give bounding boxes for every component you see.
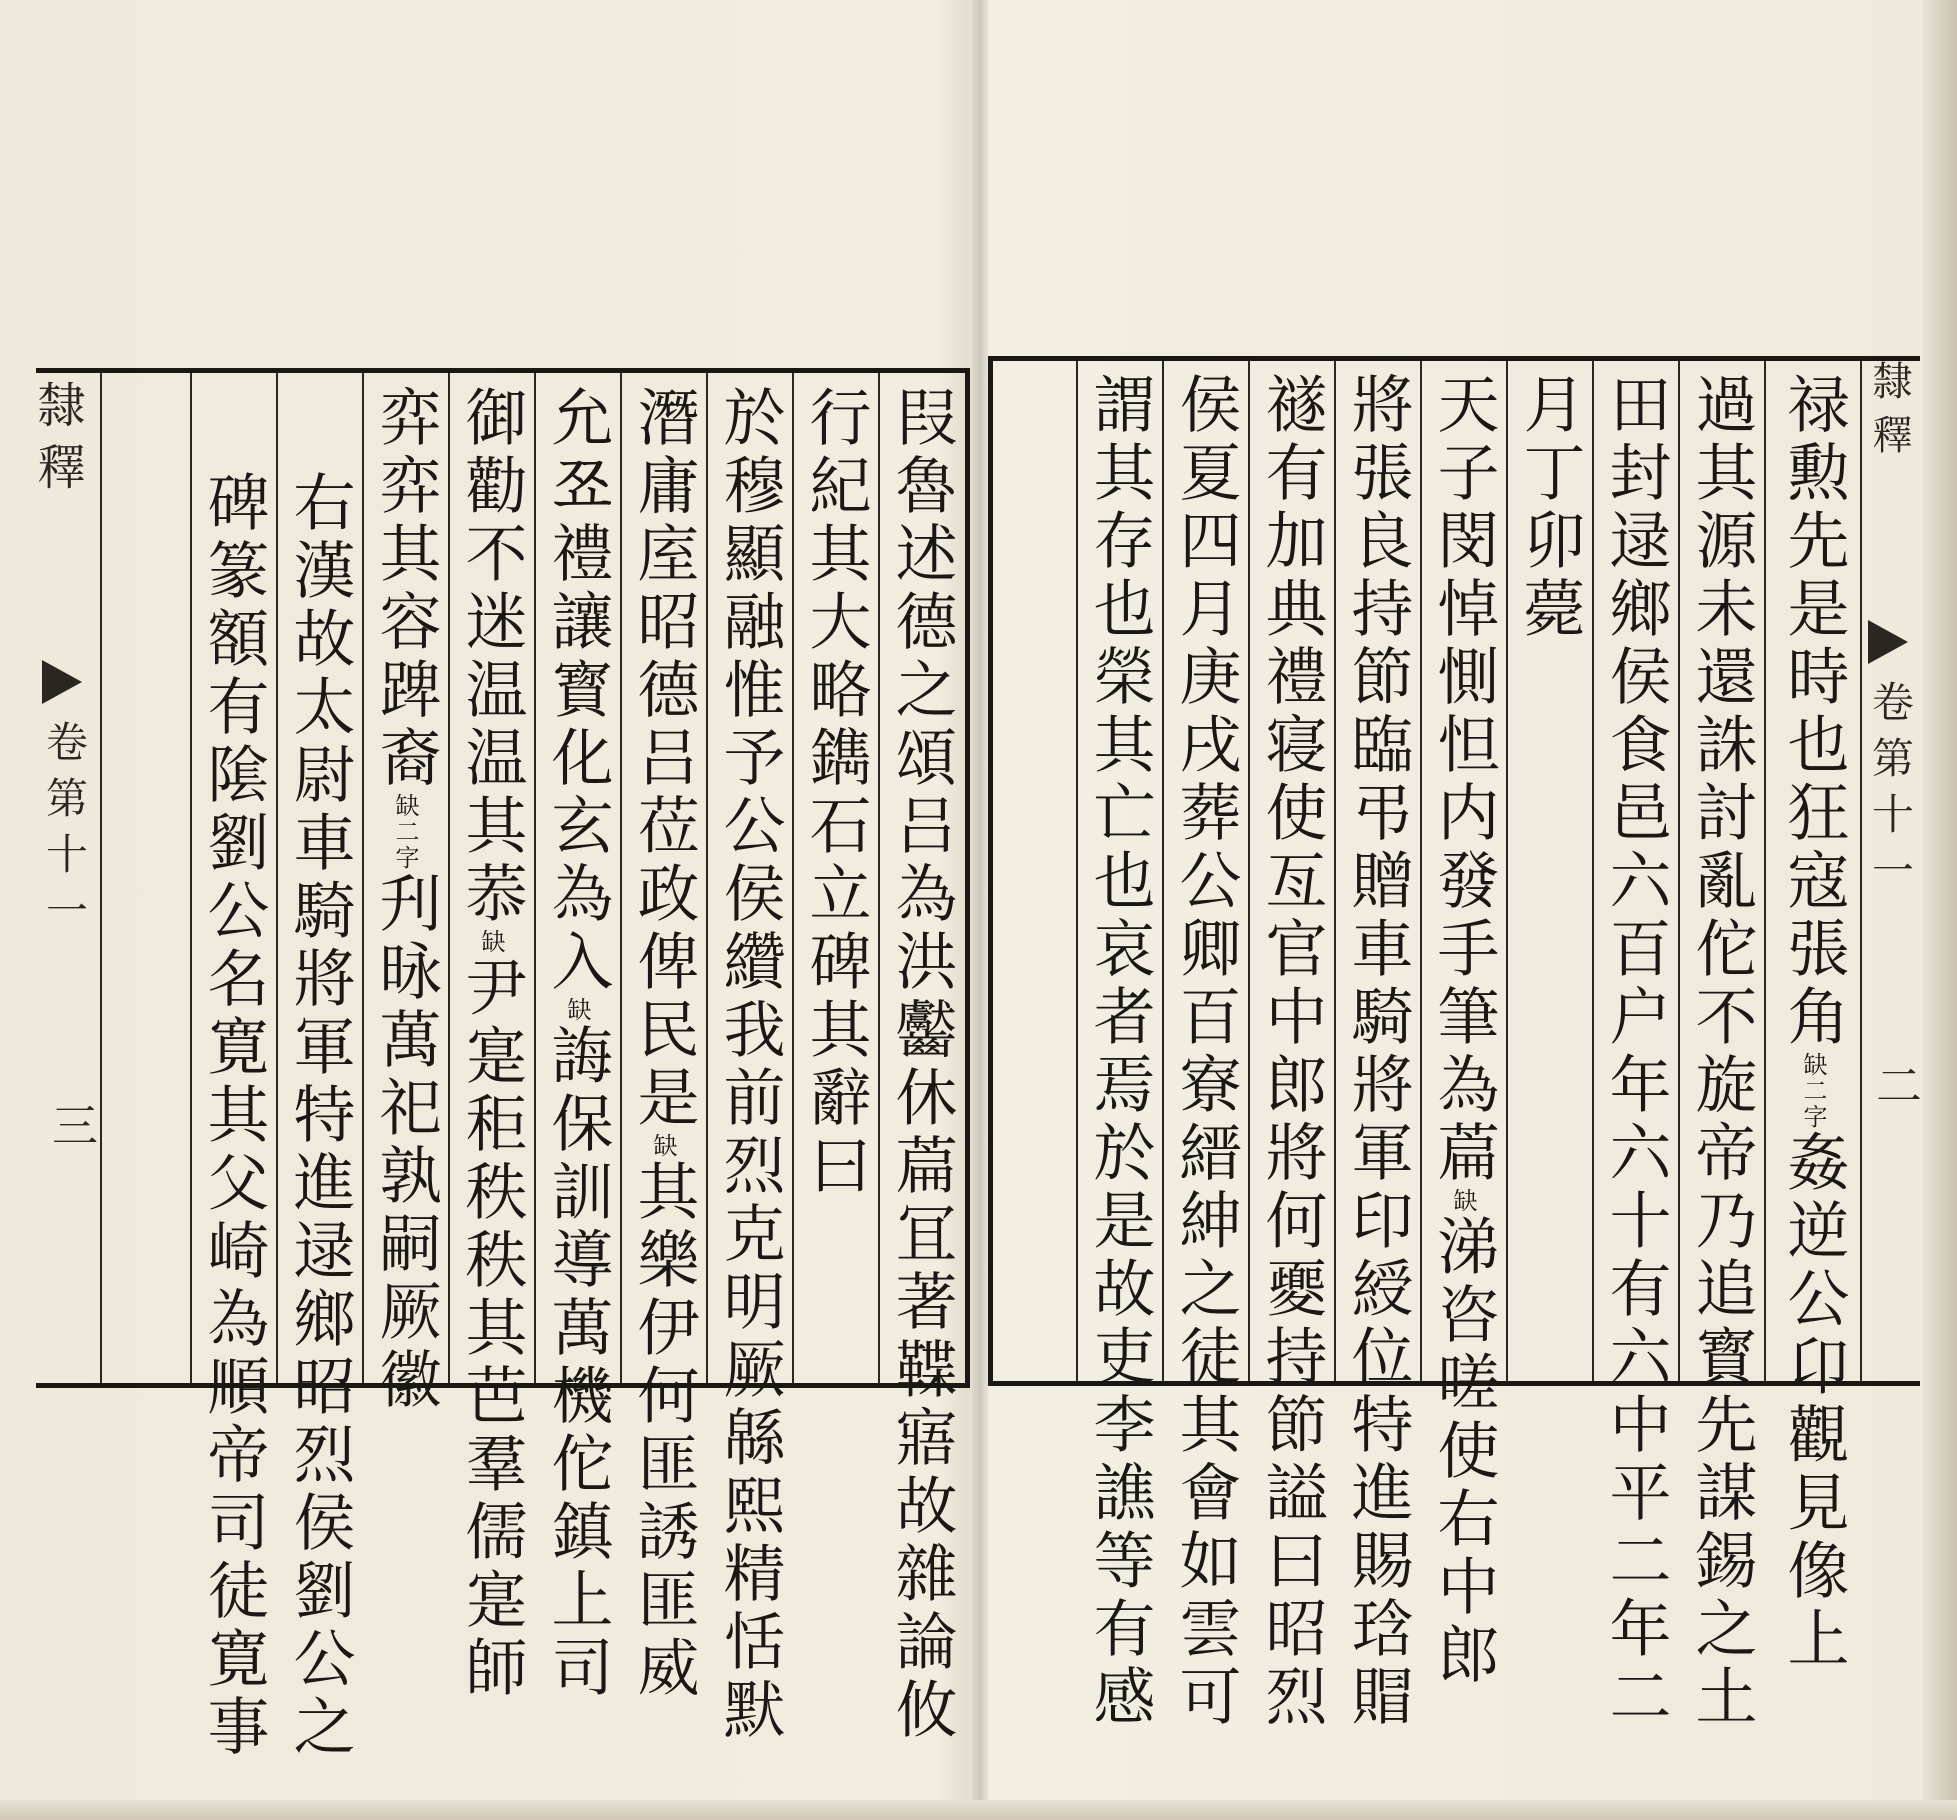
- lacuna-note: 缺: [1449, 1188, 1477, 1214]
- column-text: 禄勲先是時也狂寇張角: [1777, 372, 1850, 1052]
- column-text: 刋昹萬祀孰嗣厥徽: [369, 871, 442, 1415]
- text-column: [1164, 372, 1246, 1732]
- right-margin-title: 隸釋: [1866, 360, 1912, 468]
- column-text: 姦逆公卬觀見像上: [1777, 1130, 1850, 1674]
- text-column: [1078, 372, 1160, 1732]
- text-column: [794, 385, 876, 1380]
- text-column: [1772, 372, 1854, 1674]
- column-text: 於穆顯融惟予公侯纘我前烈克明厥緜熙精恬默: [713, 385, 786, 1745]
- column-rule: [1764, 361, 1766, 1381]
- binding-gutter: [972, 0, 988, 1820]
- column-text: 碑篆額有隂劉公名寛其父崎為順帝司徒寛事: [197, 470, 270, 1762]
- text-column: [1594, 372, 1676, 1732]
- column-text: 田封逯鄉侯食邑六百户年六十有六中平二年二: [1599, 372, 1672, 1732]
- page-edge-bottom: [0, 1800, 1957, 1820]
- column-text: 謂其存也榮其亡也哀者焉於是故吏李譙等有感: [1083, 372, 1156, 1732]
- left-margin-rule: [100, 373, 102, 1383]
- page-edge-right: [1923, 0, 1957, 1820]
- text-column: [1680, 372, 1762, 1732]
- column-text: 涕咨嗟使右中郎: [1427, 1214, 1500, 1690]
- left-margin-title: 隸釋: [29, 380, 85, 504]
- column-text: 其樂伊何匪誘匪威: [627, 1159, 700, 1703]
- text-column: [1508, 372, 1590, 1377]
- right-page-number: 二: [1876, 1059, 1922, 1113]
- column-text: 行紀其大略鐫石立碑其辭曰: [799, 385, 872, 1201]
- text-column: [192, 470, 274, 1762]
- column-text: 叚魯述德之頌吕為洪齾休萹冝著鞢寤故雜論攸: [885, 385, 958, 1745]
- text-column: [364, 385, 446, 1415]
- column-text: 尹寔秬秩秩其芭羣儒寔師: [455, 955, 528, 1703]
- text-column: [1336, 372, 1418, 1732]
- right-fish-tail-ornament: [1868, 620, 1908, 664]
- lacuna-note: 缺: [477, 929, 505, 955]
- column-text: 侯夏四月庚戌葬公卿百寮縉紳之徒其會如雲可: [1169, 372, 1242, 1732]
- column-text: 右漢故太尉車騎將軍特進逯鄉昭烈侯劉公之: [283, 470, 356, 1762]
- text-column: [536, 385, 618, 1703]
- lacuna-note: 缺: [649, 1133, 677, 1159]
- left-margin-volume: 卷第十一: [40, 720, 89, 944]
- column-text: 過其源未還誅討亂佗不旋帝乃追寳先謀錫之土: [1685, 372, 1758, 1732]
- column-text: 將張良持節臨弔贈車騎將軍印綬位特進賜琀賵: [1341, 372, 1414, 1732]
- right-margin-volume: 卷第十一: [1866, 680, 1915, 904]
- text-column: [708, 385, 790, 1745]
- text-column: [450, 385, 532, 1703]
- lacuna-note: 缺二字: [391, 793, 419, 871]
- left-fish-tail-ornament: [42, 660, 82, 704]
- column-text: 允쬬禮讓寳化玄為入: [541, 385, 614, 997]
- text-column: [622, 385, 704, 1703]
- left-page-number: 三: [52, 1099, 98, 1153]
- column-text: 御勸不迷温温其菾: [455, 385, 528, 929]
- column-text: 天子閔悼惻怛内發手筆為萹: [1427, 372, 1500, 1188]
- lacuna-note: 缺二字: [1799, 1052, 1827, 1130]
- text-column: [278, 470, 360, 1762]
- text-column: [880, 385, 962, 1745]
- column-text: 禭有加典禮寝使亙官中郎將何夒持節謚曰昭烈: [1255, 372, 1328, 1732]
- lacuna-note: 缺: [563, 997, 591, 1023]
- column-text: 潛庸庢昭德吕莅政俾民是: [627, 385, 700, 1133]
- text-column: [1422, 372, 1504, 1690]
- column-text: 弈弈其容䠋裔: [369, 385, 442, 793]
- column-text: 誨保訓導萬機佗鎮上司: [541, 1023, 614, 1703]
- column-text: 月丁卯薨: [1513, 372, 1586, 644]
- text-column: [1250, 372, 1332, 1732]
